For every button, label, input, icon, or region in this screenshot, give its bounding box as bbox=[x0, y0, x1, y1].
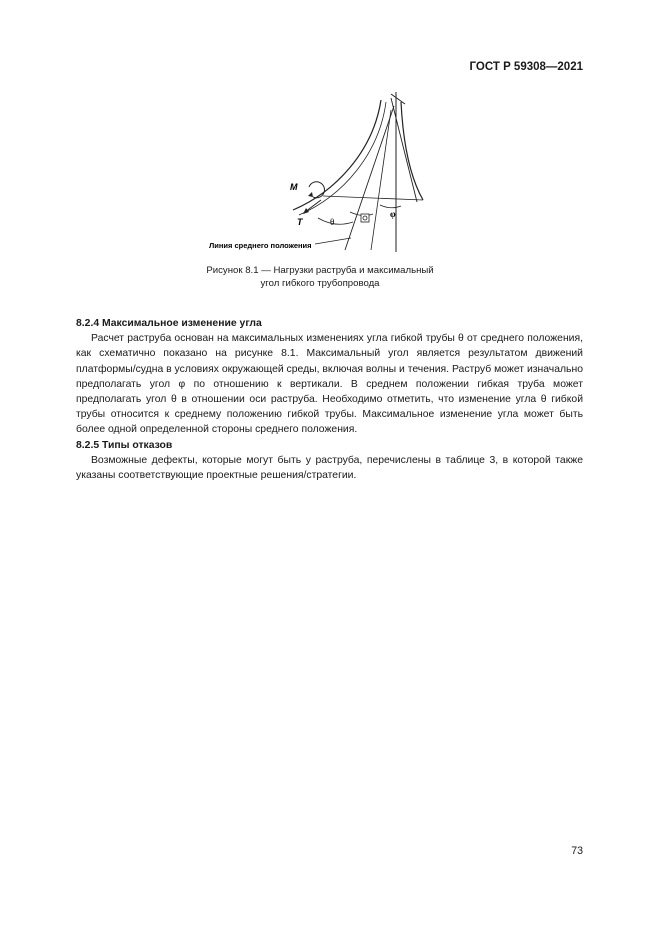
section-8-2-5-paragraph: Возможные дефекты, которые могут быть у раструба, перечислены в таблице 3, в которой также указаны соответствующие проектные решения/стратегии. bbox=[76, 454, 583, 482]
pipe-line bbox=[371, 110, 391, 250]
delta-theta-box bbox=[361, 214, 369, 222]
tension-arrowhead bbox=[303, 208, 309, 214]
label-phi: φ bbox=[390, 209, 396, 219]
stiffener-top-edge bbox=[391, 94, 405, 104]
figure-8-1 bbox=[205, 92, 445, 260]
moment-arrowhead bbox=[308, 192, 313, 197]
caption-line-1: Рисунок 8.1 — Нагрузки раструба и максимальный bbox=[206, 265, 434, 276]
caption-line-2: угол гибкого трубопровода bbox=[260, 278, 380, 289]
label-T: T bbox=[297, 217, 303, 227]
stiffener-base bbox=[323, 196, 423, 200]
body-text bbox=[76, 316, 583, 483]
page-number: 73 bbox=[571, 845, 583, 857]
theta-arc bbox=[318, 218, 353, 224]
label-theta: θ bbox=[330, 217, 335, 227]
figure-caption bbox=[180, 264, 460, 290]
mean-position-line bbox=[345, 106, 394, 250]
standard-header: ГОСТ Р 59308—2021 bbox=[469, 61, 583, 73]
stiffener-axis bbox=[391, 98, 417, 202]
label-M: M bbox=[290, 182, 298, 192]
section-8-2-4-paragraph: Расчет раструба основан на максимальных изменениях угла гибкой трубы θ от среднего положения, как схематично показано на рисунке 8.1. Максимальный угол является результатом движений платформы/судна в условиях окружающей среды, включая волны и течения. Раструб может изначально предполагать угол φ по отношению к вертикали. В среднем положении гибкая труба может предполагать угол θ в отношении оси раструба. Необходимо отметить, что изменение угла θ гибкой трубы относится к среднему положению гибкой трубы. Максимальное изменение угла может быть более одной определенной стороны среднего положения. bbox=[76, 333, 583, 436]
phi-arc bbox=[380, 205, 401, 208]
label-pointer bbox=[315, 238, 351, 244]
bend-stiffener-diagram bbox=[205, 92, 445, 260]
section-8-2-4-heading: 8.2.4 Максимальное изменение угла bbox=[76, 318, 262, 329]
label-mean-position: Линия среднего положения bbox=[209, 241, 312, 250]
section-8-2-5-heading: 8.2.5 Типы отказов bbox=[76, 439, 173, 451]
